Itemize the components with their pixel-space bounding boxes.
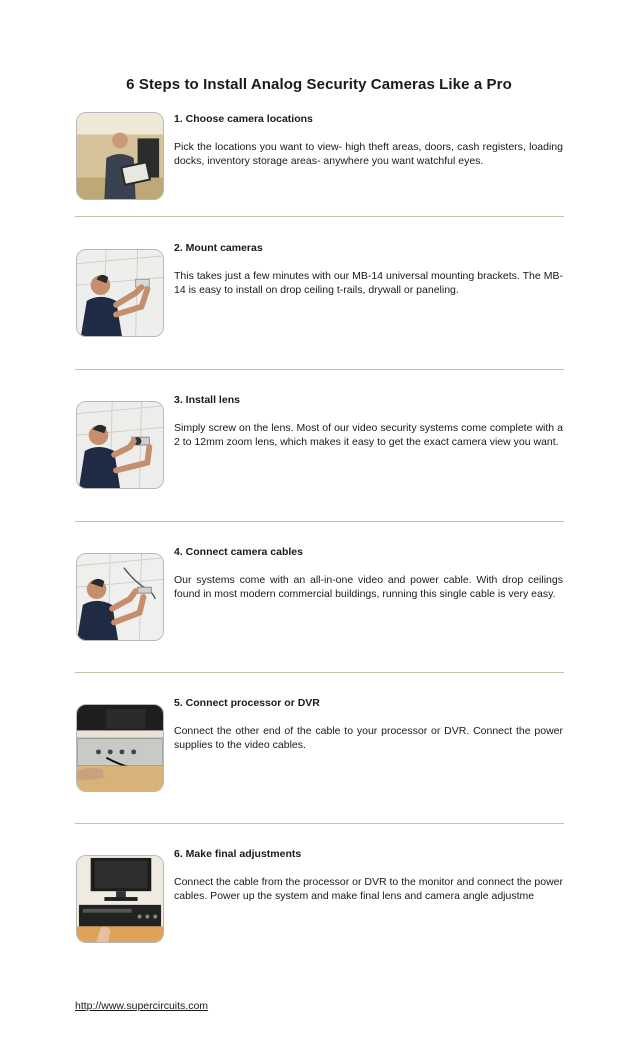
step-2-heading: 2. Mount cameras (174, 242, 263, 254)
step-6-text (174, 847, 563, 903)
step-1-body: Pick the locations you want to view- high theft areas, doors, cash registers, loading docks, inventory storage areas- anywhere you want watchful eyes. (174, 141, 563, 167)
page-title: 6 Steps to Install Analog Security Cameras Like a Pro (126, 76, 512, 93)
step-3-heading: 3. Install lens (174, 394, 240, 406)
divider-1 (75, 216, 564, 217)
divider-4 (75, 672, 564, 673)
step-3-body: Simply screw on the lens. Most of our video security systems come complete with a 2 to 12mm zoom lens, which makes it easy to get the exact camera view you want. (174, 422, 563, 448)
step-6-body: Connect the cable from the processor or DVR to the monitor and connect the power cables. Power up the system and make final lens and camera angle adjustme (174, 876, 563, 902)
step-4-text (174, 545, 563, 601)
step-1-heading: 1. Choose camera locations (174, 113, 313, 125)
step-5-text (174, 696, 563, 752)
step-5-heading: 5. Connect processor or DVR (174, 697, 320, 709)
dvr-cable-connection-photo (76, 704, 164, 792)
technician-mounting-camera-photo (76, 249, 164, 337)
step-5-body: Connect the other end of the cable to your processor or DVR. Connect the power supplies to the video cables. (174, 725, 563, 751)
step-2-text (174, 241, 563, 297)
step-1-text (174, 112, 563, 168)
step-4-heading: 4. Connect camera cables (174, 546, 303, 558)
technician-connecting-cables-photo (76, 553, 164, 641)
step-3-text (174, 393, 563, 449)
technician-with-clipboard-photo (76, 112, 164, 200)
technician-installing-lens-photo (76, 401, 164, 489)
step-6-heading: 6. Make final adjustments (174, 848, 302, 860)
monitor-and-dvr-photo (76, 855, 164, 943)
step-2-body: This takes just a few minutes with our MB-14 universal mounting brackets. The MB-14 is easy to install on drop ceiling t-rails, drywall or paneling. (174, 270, 563, 296)
step-4-body: Our systems come with an all-in-one video and power cable. With drop ceilings found in most modern commercial buildings, running this single cable is very easy. (174, 574, 563, 600)
divider-3 (75, 521, 564, 522)
divider-2 (75, 369, 564, 370)
divider-5 (75, 823, 564, 824)
website-link[interactable]: http://www.supercircuits.com (75, 1000, 209, 1012)
